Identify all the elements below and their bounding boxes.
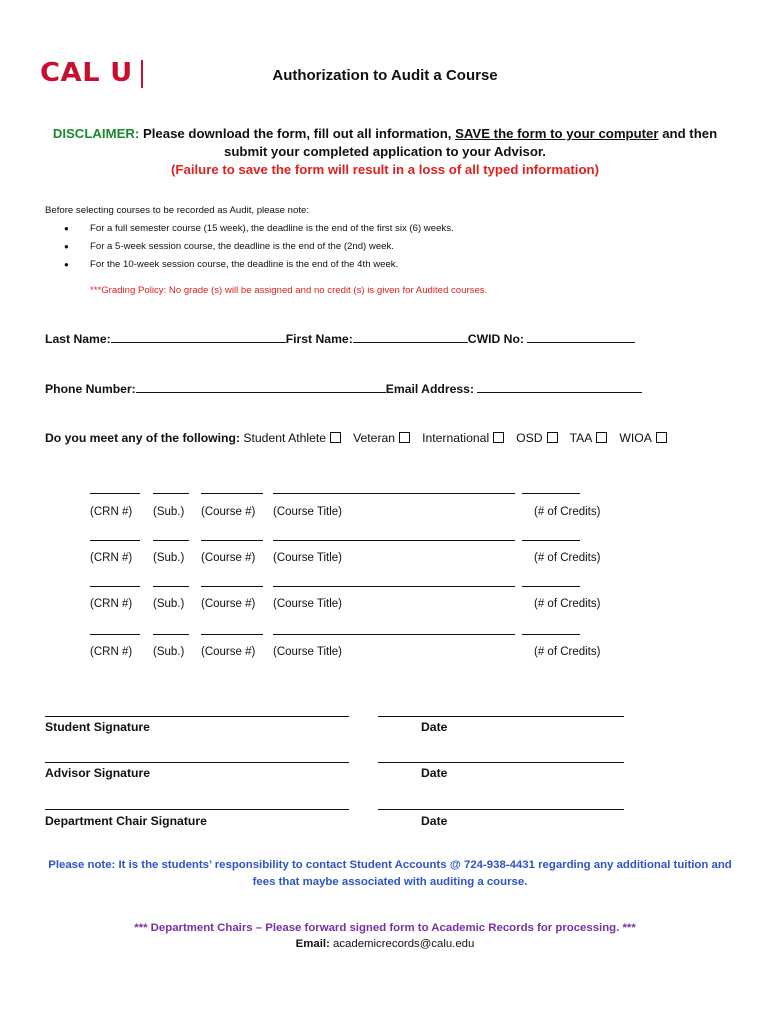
student-date-line[interactable] bbox=[378, 716, 624, 717]
forward-instruction: *** Department Chairs – Please forward signed form to Academic Records for processing. *** bbox=[134, 922, 636, 934]
sub-caption: (Sub.) bbox=[153, 646, 185, 658]
notes-intro: Before selecting courses to be recorded as Audit, please note: bbox=[45, 205, 309, 216]
student-date-label: Date bbox=[421, 720, 448, 734]
credits-line[interactable] bbox=[522, 634, 580, 635]
disclaimer-warning: (Failure to save the form will result in a loss of all typed information) bbox=[171, 162, 599, 177]
phone-label: Phone Number: bbox=[45, 382, 136, 396]
crn-caption: (CRN #) bbox=[90, 506, 133, 518]
chair-date-label: Date bbox=[421, 814, 448, 828]
crn-line[interactable] bbox=[90, 540, 140, 541]
cwid-label: CWID No: bbox=[467, 332, 524, 346]
grading-policy: ***Grading Policy: No grade (s) will be assigned and no credit (s) is given for Audited courses. bbox=[90, 285, 488, 296]
course-title-line[interactable] bbox=[273, 586, 515, 587]
course-title-caption: (Course Title) bbox=[273, 646, 343, 658]
deadline-item: ● For the 10-week session course, the deadline is the end of the 4th week. bbox=[60, 258, 454, 276]
crn-caption: (CRN #) bbox=[90, 552, 133, 564]
crn-line[interactable] bbox=[90, 586, 140, 587]
sub-line[interactable] bbox=[153, 493, 189, 494]
course-title-caption: (Course Title) bbox=[273, 598, 343, 610]
deadline-item: ● For a 5-week session course, the deadline is the end of the (2nd) week. bbox=[60, 240, 454, 258]
option-international-label: International bbox=[422, 431, 490, 445]
sub-caption: (Sub.) bbox=[153, 598, 185, 610]
course-number-line[interactable] bbox=[201, 493, 263, 494]
course-number-caption: (Course #) bbox=[201, 552, 256, 564]
course-number-line[interactable] bbox=[201, 540, 263, 541]
option-wioa-label: WIOA bbox=[619, 431, 652, 445]
student-signature-line[interactable] bbox=[45, 716, 349, 717]
credits-caption: (# of Credits) bbox=[534, 646, 601, 658]
disclaimer-text-2: and then submit your completed application to your Advisor. bbox=[224, 126, 718, 159]
credits-caption: (# of Credits) bbox=[534, 598, 601, 610]
course-number-caption: (Course #) bbox=[201, 598, 256, 610]
chair-date-line[interactable] bbox=[378, 809, 624, 810]
sub-line[interactable] bbox=[153, 634, 189, 635]
option-veteran-label: Veteran bbox=[353, 431, 396, 445]
crn-caption: (CRN #) bbox=[90, 646, 133, 658]
option-student-athlete-label: Student Athlete bbox=[243, 431, 327, 445]
email-label-text: Email: bbox=[295, 938, 330, 950]
chair-signature-label: Department Chair Signature bbox=[45, 814, 207, 828]
advisor-date-line[interactable] bbox=[378, 762, 624, 763]
course-title-line[interactable] bbox=[273, 634, 515, 635]
course-title-caption: (Course Title) bbox=[273, 552, 343, 564]
advisor-signature-label: Advisor Signature bbox=[45, 766, 150, 780]
sub-caption: (Sub.) bbox=[153, 506, 185, 518]
contact-email bbox=[0, 938, 770, 950]
course-title-line[interactable] bbox=[273, 493, 515, 494]
option-taa-label: TAA bbox=[569, 431, 593, 445]
course-number-line[interactable] bbox=[201, 634, 263, 635]
sub-line[interactable] bbox=[153, 540, 189, 541]
eligibility-question: Do you meet any of the following: bbox=[45, 431, 240, 445]
last-name-label: Last Name: bbox=[45, 332, 111, 346]
crn-line[interactable] bbox=[90, 493, 140, 494]
disclaimer-label: DISCLAIMER: bbox=[52, 126, 140, 141]
crn-line[interactable] bbox=[90, 634, 140, 635]
course-number-line[interactable] bbox=[201, 586, 263, 587]
credits-caption: (# of Credits) bbox=[534, 552, 601, 564]
credits-line[interactable] bbox=[522, 493, 580, 494]
course-title-caption: (Course Title) bbox=[273, 506, 343, 518]
sub-line[interactable] bbox=[153, 586, 189, 587]
credits-line[interactable] bbox=[522, 540, 580, 541]
chair-signature-line[interactable] bbox=[45, 809, 349, 810]
course-number-caption: (Course #) bbox=[201, 646, 256, 658]
option-osd-label: OSD bbox=[516, 431, 543, 445]
first-name-label: First Name: bbox=[285, 332, 353, 346]
tuition-note: Please note: It is the students’ responsibility to contact Student Accounts @ 724-938-4431 regarding any additional tuition and fees that maybe associated with auditing a course. bbox=[48, 859, 732, 888]
credits-line[interactable] bbox=[522, 586, 580, 587]
cal-u-logo: CAL U bbox=[40, 58, 133, 88]
advisor-signature-line[interactable] bbox=[45, 762, 349, 763]
course-number-caption: (Course #) bbox=[201, 506, 256, 518]
credits-caption: (# of Credits) bbox=[534, 506, 601, 518]
page-title: Authorization to Audit a Course bbox=[272, 67, 498, 84]
email-label: Email Address: bbox=[385, 382, 475, 396]
disclaimer-emphasis: SAVE the form to your computer bbox=[455, 126, 659, 141]
sub-caption: (Sub.) bbox=[153, 552, 185, 564]
crn-caption: (CRN #) bbox=[90, 598, 133, 610]
student-signature-label: Student Signature bbox=[45, 720, 150, 734]
advisor-date-label: Date bbox=[421, 766, 448, 780]
email-link[interactable]: academicrecords@calu.edu bbox=[329, 938, 475, 950]
deadline-item: ● For a full semester course (15 week), the deadline is the end of the first six (6) weeks. bbox=[60, 222, 454, 240]
disclaimer-text-1: Please download the form, fill out all information, bbox=[139, 126, 456, 141]
course-title-line[interactable] bbox=[273, 540, 515, 541]
